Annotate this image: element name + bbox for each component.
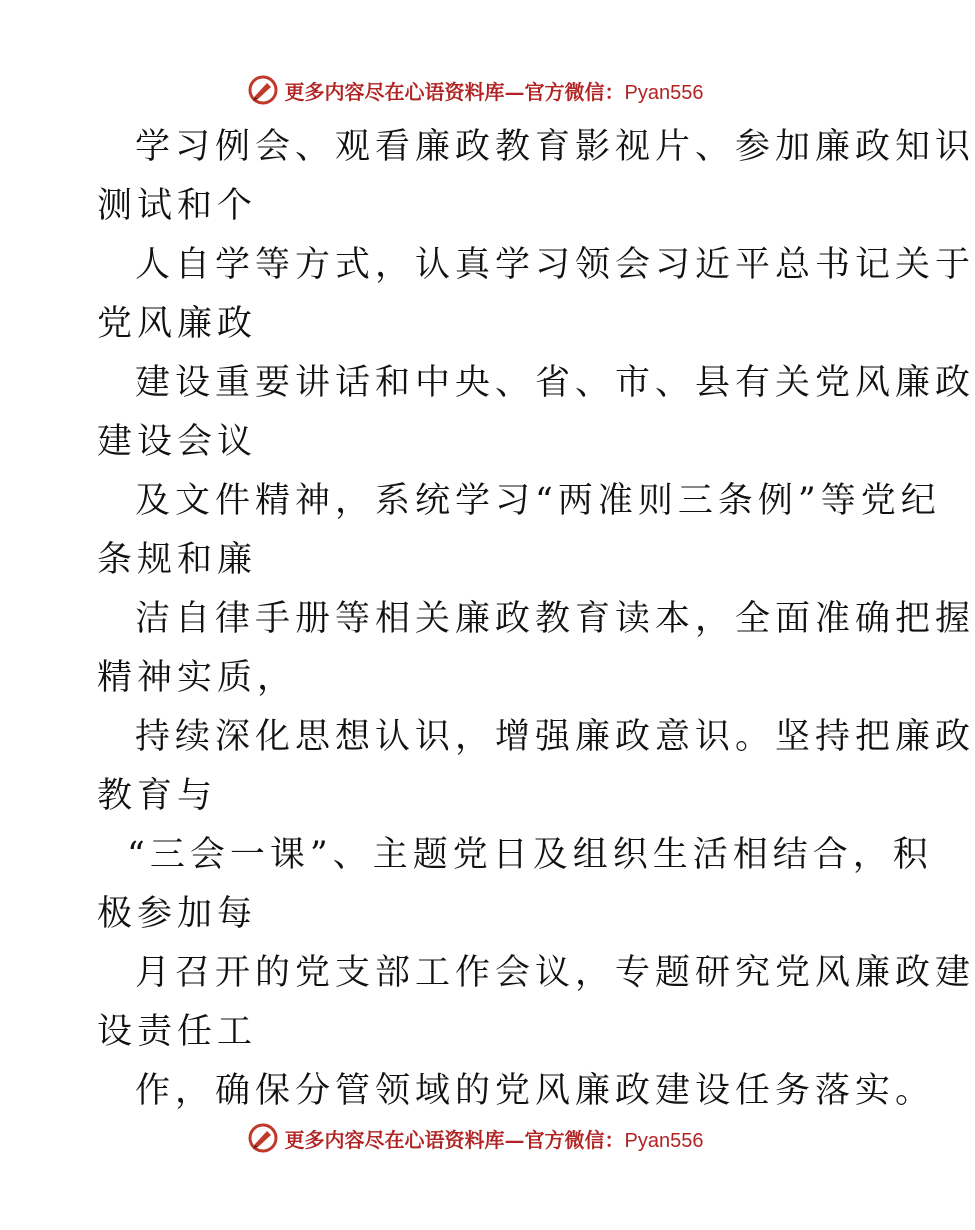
pen-logo-icon xyxy=(247,1122,279,1154)
text-line: 洁自律手册等相关廉政教育读本，全面准确把握 xyxy=(135,599,975,639)
text-line: 极参加每 xyxy=(97,894,258,934)
text-line: 持续深化思想认识，增强廉政意识。坚持把廉政 xyxy=(135,717,975,757)
text-line: 教育与 xyxy=(97,776,218,816)
watermark-handle: Pyan556 xyxy=(624,1129,704,1152)
header-watermark xyxy=(0,70,950,110)
watermark-handle: Pyan556 xyxy=(624,81,704,104)
document-body xyxy=(97,118,975,1121)
text-line: 精神实质， xyxy=(97,658,298,698)
watermark-text: 更多内容尽在心语资料库—官方微信：Pyan556 xyxy=(284,1127,704,1152)
text-line: “三会一课”、主题党日及组织生活相结合，积 xyxy=(127,835,933,875)
pen-logo-icon xyxy=(247,74,279,106)
text-line: 建设会议 xyxy=(97,422,258,462)
text-line: 学习例会、观看廉政教育影视片、参加廉政知识 xyxy=(135,127,975,167)
text-line: 建设重要讲话和中央、省、市、县有关党风廉政 xyxy=(135,363,975,403)
text-line: 月召开的党支部工作会议，专题研究党风廉政建 xyxy=(135,953,975,993)
text-line: 作，确保分管领域的党风廉政建设任务落实。 xyxy=(135,1071,936,1111)
text-line: 设责任工 xyxy=(97,1012,258,1052)
text-line: 条规和廉 xyxy=(97,540,258,580)
text-line: 人自学等方式，认真学习领会习近平总书记关于 xyxy=(135,245,975,285)
watermark-text: 更多内容尽在心语资料库—官方微信：Pyan556 xyxy=(284,79,704,104)
text-line: 测试和个 xyxy=(97,186,258,226)
text-line: 及文件精神，系统学习“两准则三条例”等党纪 xyxy=(135,481,941,521)
text-line: 党风廉政 xyxy=(97,304,258,344)
footer-watermark xyxy=(0,1118,950,1158)
